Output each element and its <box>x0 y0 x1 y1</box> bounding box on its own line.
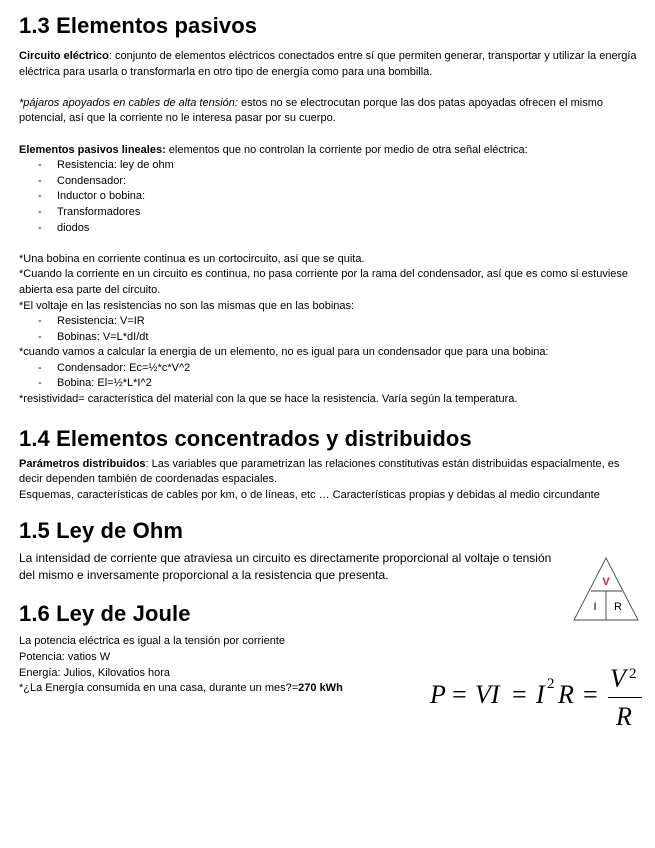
esquemas-paragraph: Esquemas, características de cables por km, o de líneas, etc … Características propias y debidas al medio circundante <box>19 488 600 501</box>
formula-r: R <box>558 680 574 709</box>
joule-line: Energía: Julios, Kilovatios hora <box>19 666 171 679</box>
formula-i: I <box>536 680 545 709</box>
note-bobina: *Una bobina en corriente continua es un cortocircuito, así que se quita. <box>19 252 365 265</box>
lineales-text: elementos que no controlan la corriente por medio de otra señal eléctrica: <box>165 143 528 156</box>
joule-line: La potencia eléctrica es igual a la tensión por corriente <box>19 635 285 648</box>
list-item: - Condensador: Ec=½*c*V^2 <box>19 361 639 377</box>
section-title-1-4: 1.4 Elementos concentrados y distribuidos <box>19 425 472 451</box>
list-item: - Inductor o bobina: <box>19 189 639 205</box>
formula-numerator-exponent: 2 <box>629 666 637 682</box>
list-item: - Bobina: El=½*L*I^2 <box>19 376 639 392</box>
lineales-list <box>19 158 639 236</box>
formula-equals: = <box>583 680 598 709</box>
triangle-v-label: V <box>602 576 610 588</box>
joule-formula <box>430 664 645 738</box>
formula-denominator: R <box>616 702 632 731</box>
joule-answer: 270 kWh <box>298 682 343 695</box>
joule-line: Potencia: vatios W <box>19 651 111 664</box>
lineales-paragraph <box>19 143 639 159</box>
section-title-1-5: 1.5 Ley de Ohm <box>19 518 184 544</box>
list-item: - Bobinas: V=L*dI/dt <box>19 330 639 346</box>
voltaje-list <box>19 314 639 345</box>
pajaros-text: estos no se electrocutan porque las dos patas apoyadas ofrecen el mismo potencial, así que la corriente no le interesa pasar por su cuerpo. <box>19 96 603 125</box>
note-voltaje: *El voltaje en las resistencias no son las mismas que en las bobinas: <box>19 299 355 312</box>
circuito-paragraph <box>19 49 639 80</box>
formula-vi: VI <box>475 680 500 709</box>
formula-numerator: V <box>610 664 626 693</box>
list-item: - diodos <box>19 221 639 237</box>
pajaros-paragraph <box>19 96 639 127</box>
triangle-r-label: R <box>614 601 622 613</box>
triangle-i-label: I <box>593 601 597 613</box>
list-item: - Transformadores <box>19 205 639 221</box>
list-item: - Resistencia: V=IR <box>19 314 639 330</box>
lineales-term: Elementos pasivos lineales: <box>19 143 166 156</box>
formula-equals: = <box>512 680 527 709</box>
energia-list <box>19 361 639 392</box>
param-term: Parámetros distribuidos <box>19 457 146 470</box>
formula-equals: = <box>452 680 467 709</box>
ohm-triangle-diagram <box>571 555 641 623</box>
joule-question-text: *¿La Energía consumida en una casa, durante un mes?= <box>19 682 299 695</box>
section-title-1-3: 1.3 Elementos pasivos <box>19 13 258 38</box>
param-paragraph <box>19 457 639 488</box>
list-item: - Condensador: <box>19 174 639 190</box>
pajaros-term: *pájaros apoyados en cables de alta tensión: <box>19 96 238 109</box>
circuito-text: : conjunto de elementos eléctricos conectados entre sí que permiten generar, transportar y utilizar la energía eléctrica para usarla o transformarla en otro tipo de energía como para una bombilla. <box>19 50 637 78</box>
list-item: - Resistencia: ley de ohm <box>19 158 639 174</box>
fraction-bar <box>608 697 642 698</box>
formula-p: P <box>430 680 446 709</box>
section-title-1-6: 1.6 Ley de Joule <box>19 601 191 627</box>
formula-i-exponent: 2 <box>547 676 555 692</box>
note-condensador: *Cuando la corriente en un circuito es continua, no pasa corriente por la rama del condensador, así que es como si estuviese abierta esa parte del circuito. <box>19 268 629 296</box>
ohm-paragraph: La intensidad de corriente que atraviesa un circuito es directamente proporcional al voltaje o tensión del mismo e inversamente proporcional a la resistencia que presenta. <box>19 551 552 583</box>
note-resistividad: *resistividad= característica del material con la que se hace la resistencia. Varía según la temperatura. <box>19 393 518 406</box>
param-text: : Las variables que parametrizan las relaciones constitutivas están distribuidas espacialmente, es decir dependen también de coordenadas espaciales. <box>19 457 620 486</box>
document-page <box>19 12 639 697</box>
circuito-term: Circuito eléctrico <box>19 50 109 62</box>
note-energia: *cuando vamos a calcular la energia de un elemento, no es igual para un condensador que para una bobina: <box>19 346 549 359</box>
